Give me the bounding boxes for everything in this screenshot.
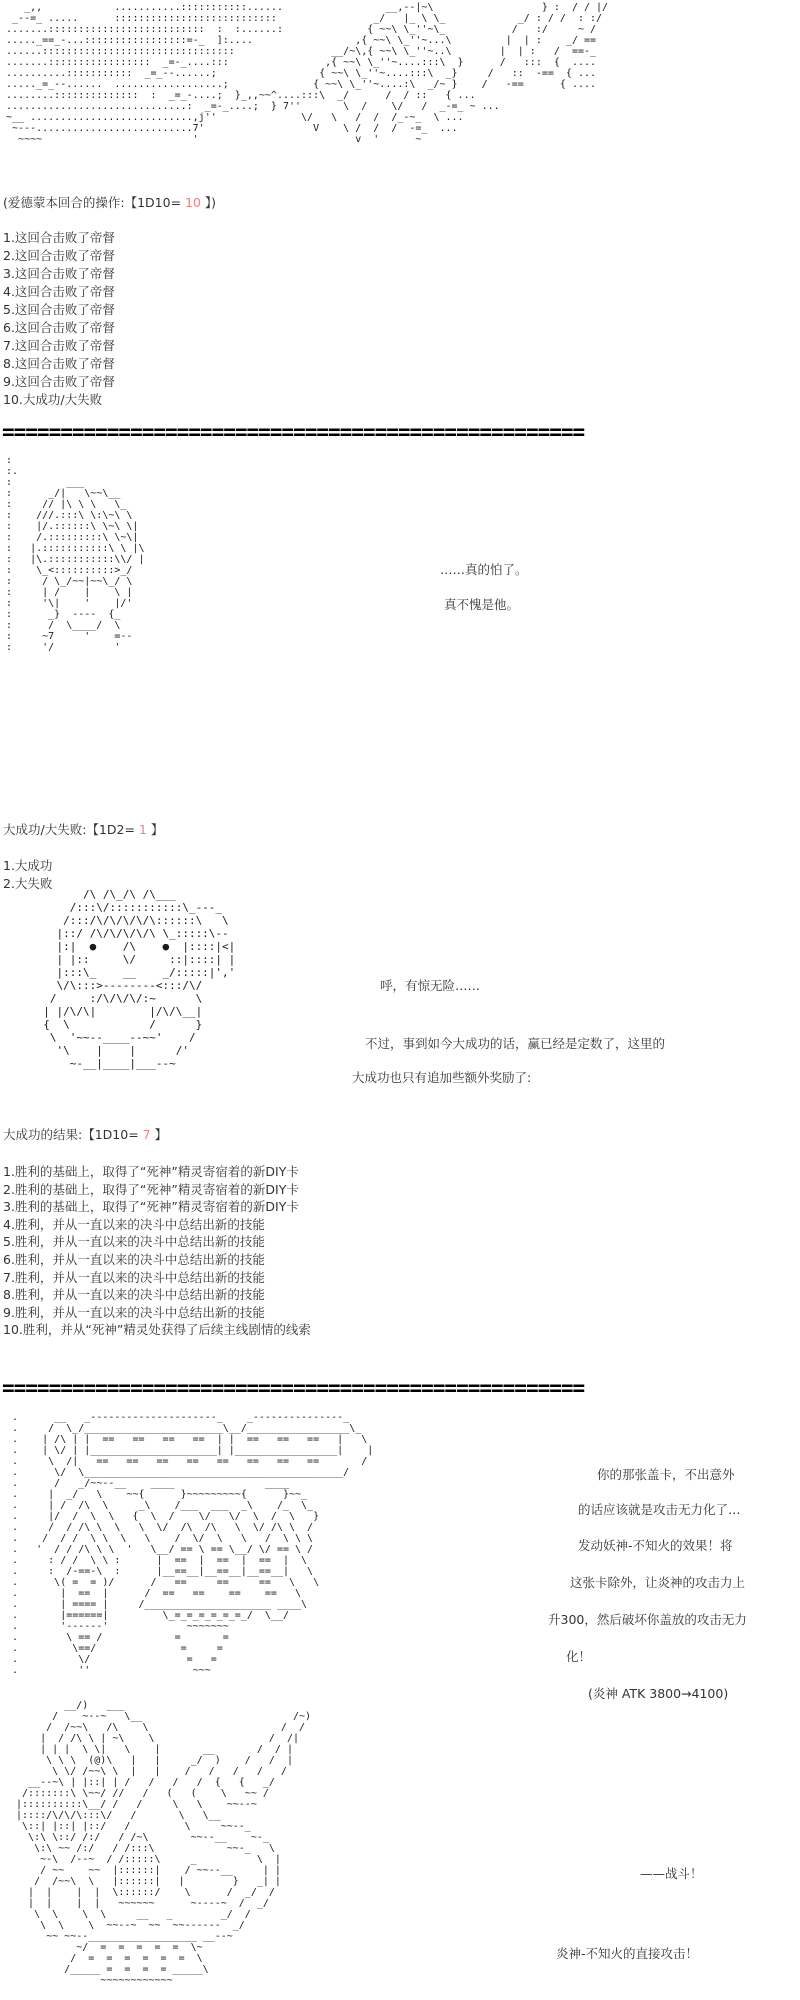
dialog-line: 你的那张盖卡，不出意外 — [597, 1467, 735, 1482]
separator-line: ================================================== — [2, 1376, 585, 1400]
dialog-line: 大成功也只有追加些额外奖励了: — [352, 1070, 532, 1085]
separator-line: ================================================== — [2, 420, 585, 444]
roll-option: 2.这回合击败了帝督 — [3, 248, 115, 263]
roll-option: 6.胜利，并从一直以来的决斗中总结出新的技能 — [3, 1251, 265, 1267]
dice-roll-result-header — [3, 1125, 167, 1143]
dialog-line: ——战斗！ — [640, 1866, 703, 1881]
roll-option: 3.胜利的基础上，取得了“死神”精灵寄宿着的新DIY卡 — [3, 1199, 299, 1215]
roll-option: 7.这回合击败了帝督 — [3, 338, 115, 353]
roll-option: 3.这回合击败了帝督 — [3, 266, 115, 281]
roll-option: 5.胜利，并从一直以来的决斗中总结出新的技能 — [3, 1234, 265, 1250]
roll-option-critical: 1.大成功 — [3, 858, 53, 873]
ascii-art-warrior-character: __/) ___ / ~--~ \__ /~) / /~~\ /\ \ / / | / /\ \ | ~\ \ / /| | | | \ \| \ | __ / / | \ \ \ (@)\ | | _/ ) / / | \ \/ /~~\ \ | | / / / / / __--~\ | |::| | / / / / { { _/ /:::::::\ \~~/ // / ( ( \ ~~ / |::::::::::\__/ / / \ \ ~~--~ |::::/\/\/\:::\/ / \ \__ \::| |::| |::/ / \ ~~--_ \:\ \::/ /:/ / /~\ ~~--__ ~-_ \:\ ~~ /:/ / /:::\ ~~-_ \ ~-\ /--~ / /:::::\ _ \ | / ~~ ~~ |::::::| / ~~--__ | | / /~~\ \ |::::::| | } _| | | | | | \::::::/ \ / _/ / | | | | ~~~~~~ ~----~ / _/ \ \ \ \ __ _ _/ / \ \ \ ~~--~ ~~ ~~------ _/ ~~ ~~--__________________ __--~ ~/ = = = = = \~ / = = = = = = \ /_____ = = = = _____\ ~~~~~~~~~~~~ — [16, 1700, 312, 1986]
dialog-line: 呼，有惊无险…… — [380, 978, 481, 993]
dice-roll-suffix: 】 — [150, 1127, 168, 1142]
roll-option-selected: 7.胜利，并从一直以来的决斗中总结出新的技能 — [3, 1269, 265, 1285]
roll-option: 8.胜利，并从一直以来的决斗中总结出新的技能 — [3, 1287, 265, 1303]
dice-roll-result-options — [3, 1162, 311, 1338]
roll-option: 1.这回合击败了帝督 — [3, 230, 115, 245]
roll-option: 9.这回合击败了帝督 — [3, 374, 115, 389]
dice-roll-crit-header — [3, 820, 163, 838]
roll-option: 2.大失败 — [3, 875, 53, 891]
roll-option: 1.胜利的基础上，取得了“死神”精灵寄宿着的新DIY卡 — [3, 1164, 299, 1179]
atk-change-note: (炎神 ATK 3800→4100) — [588, 1686, 729, 1701]
dice-roll-value: 7 — [142, 1127, 151, 1142]
ascii-art-machine-scene: . __ _---------------------_ _---------------_ . / \_/_______________________\__/_________________\_ . | /\ | | == == == == | | == == == | \ . | \/ | |_____________________| |_________________| | . \ /| == == == == == == == == / . \/ \___________________________________________/ . / _/~~--__ ____ ____ . | _/ \ ~~{ }~~~~~~~~~{ }~~_ . | / /\ \ _\ /___ ___ _\ /_ \_ . |/ / \ \ { \ / \/ \/ \ / \ } . / / /\ \ \ \ \/ /\ /\ \ \/ /\ \ / . / / / \ \ \ \ / \/ \ \ / \ \ \ . ' / / /\ \ \ ' \__/ == \ == \__/ \/ == \ / . : / / \ \ : | == | == | == | \ . : /-==-\ : |__==__|__==__|__==__| \ . \( = = )/ / == == == \ \ . | == | / == == == == \ . | ==== | /_____________________ ____\ . |======| \_=_=_=_=_=_=_/ \__/ . '------' ~~~~~~~ . \ == / = = . \==/ = = . \/ = = . '' ~~~ — [12, 1412, 374, 1676]
dice-roll-suffix: 】 — [146, 822, 164, 837]
dialog-line: 化！ — [566, 1649, 592, 1664]
dice-roll-crit-options — [3, 856, 52, 891]
dialog-line: 发动妖神-不知火的效果！将 — [578, 1538, 733, 1553]
dialog-line: 真不愧是他。 — [444, 597, 520, 612]
dice-roll-operation-options — [3, 228, 115, 408]
roll-option: 4.胜利，并从一直以来的决斗中总结出新的技能 — [3, 1216, 265, 1232]
roll-option: 6.这回合击败了帝督 — [3, 320, 115, 335]
dialog-line: 不过，事到如今大成功的话，赢已经是定数了，这里的 — [365, 1036, 666, 1051]
dice-roll-prefix: 大成功的结果:【1D10= — [3, 1127, 143, 1142]
dice-roll-value: 10 — [185, 195, 201, 210]
ascii-art-scared-character: : :. : ___ : _/| \~~\__ : // |\ \ \ \_ : ///.:::\ \:\~\ \ : |/.::::::\ \~\ \| : /.:::::::::\ \~\| : |.:::::::::::\ \ |\ : |\.:::::::::::\\/ | : \_<::::::::::>_/ : / \_/~~|~~\_/ \ : | / | \ | : '\| ' |/' : _} ---- {_ : / \____/ \ : ~7 ' =-- : '/ ' — [6, 455, 145, 653]
dice-roll-value: 1 — [138, 822, 147, 837]
dialog-line: ……真的怕了。 — [440, 562, 528, 577]
dialog-line: 炎神-不知火的直接攻击！ — [556, 1946, 699, 1961]
dice-roll-prefix: (爱德蒙本回合的操作:【1D10= — [3, 195, 186, 210]
roll-option: 10.胜利，并从“死神”精灵处获得了后续主线剧情的线索 — [3, 1322, 311, 1338]
dice-roll-operation-header — [3, 193, 216, 211]
ascii-art-cat-face-character: /\ /\_/\ /\___ /:::\/:::::::::::\_---_ /:::/\/\/\/\/\::::::\ \ |::/ /\/\/\/\/\ \_:::::\-- |:| ● /\ ● |::::|<| | |:: \/ ::|::::| | |:::\_ __ _/:::::|',' \/\:::>--------<:::/\/ / :/\/\/\/:~ \ | |/\/\| |/\/\__| { \ / } \ '~~--____--~~' / '\ | | /' ~-__|____|___--~ — [43, 888, 236, 1070]
roll-option: 5.这回合击败了帝督 — [3, 302, 115, 317]
dialog-line: 的话应该就是攻击无力化了… — [578, 1502, 741, 1517]
roll-option: 4.这回合击败了帝督 — [3, 284, 115, 299]
roll-option: 8.这回合击败了帝督 — [3, 356, 115, 371]
roll-option: 2.胜利的基础上，取得了“死神”精灵寄宿着的新DIY卡 — [3, 1181, 299, 1197]
roll-option-critical: 10.大成功/大失败 — [3, 392, 103, 407]
dice-roll-suffix: 】) — [200, 195, 217, 210]
ascii-art-top-scene: _,, ...........:::::::::::...... __,--|~\ } : / / |/ _--=_ ..... ::::::::::::::::::::::::::: _/ |_ \ \_ _/ : / / : :/ .......:::::::::::::::::::::::::: : :......: { ~~\ \_''~\_ / :/ ~ / ....._==_-...:::::::::::::::::=-_ ]:.... ,{ ~~\ \_''~...\ | | : _/ == ......:::::::::::::::::::::::::::::::: __/~\,{ ~~\ \_''~..\ | | : / ==-_ .......::::::::::::::::: _=-_....::: ,{ ~~\ \_''~....:::\ } / ::: { .... ..........::::::::::: _=_--......; { ~~\ \_''~....:::\ _} / :: -== { ... ....._=_--...... ..................; { ~~\ \_''~....:\ _/~ } / -== { .... ........:::::::::::::: : _=_-....; }_,,~~^....:::\ _/ / / :: { ... ..............................: _=-_....; } 7'' \ / \/ / _-=_ ~ ... ~__ ...........................,j'' \/ \ / / /_-~_ \ ... ~---..........................7' V \ / / / -=_ ... ~~~~ ' v ' ~ — [6, 2, 609, 145]
roll-option: 9.胜利，并从一直以来的决斗中总结出新的技能 — [3, 1304, 265, 1320]
dice-roll-prefix: 大成功/大失败:【1D2= — [3, 822, 139, 837]
dialog-line: 升300，然后破坏你盖放的攻击无力 — [548, 1612, 747, 1627]
dialog-line: 这张卡除外，让炎神的攻击力上 — [570, 1575, 746, 1590]
